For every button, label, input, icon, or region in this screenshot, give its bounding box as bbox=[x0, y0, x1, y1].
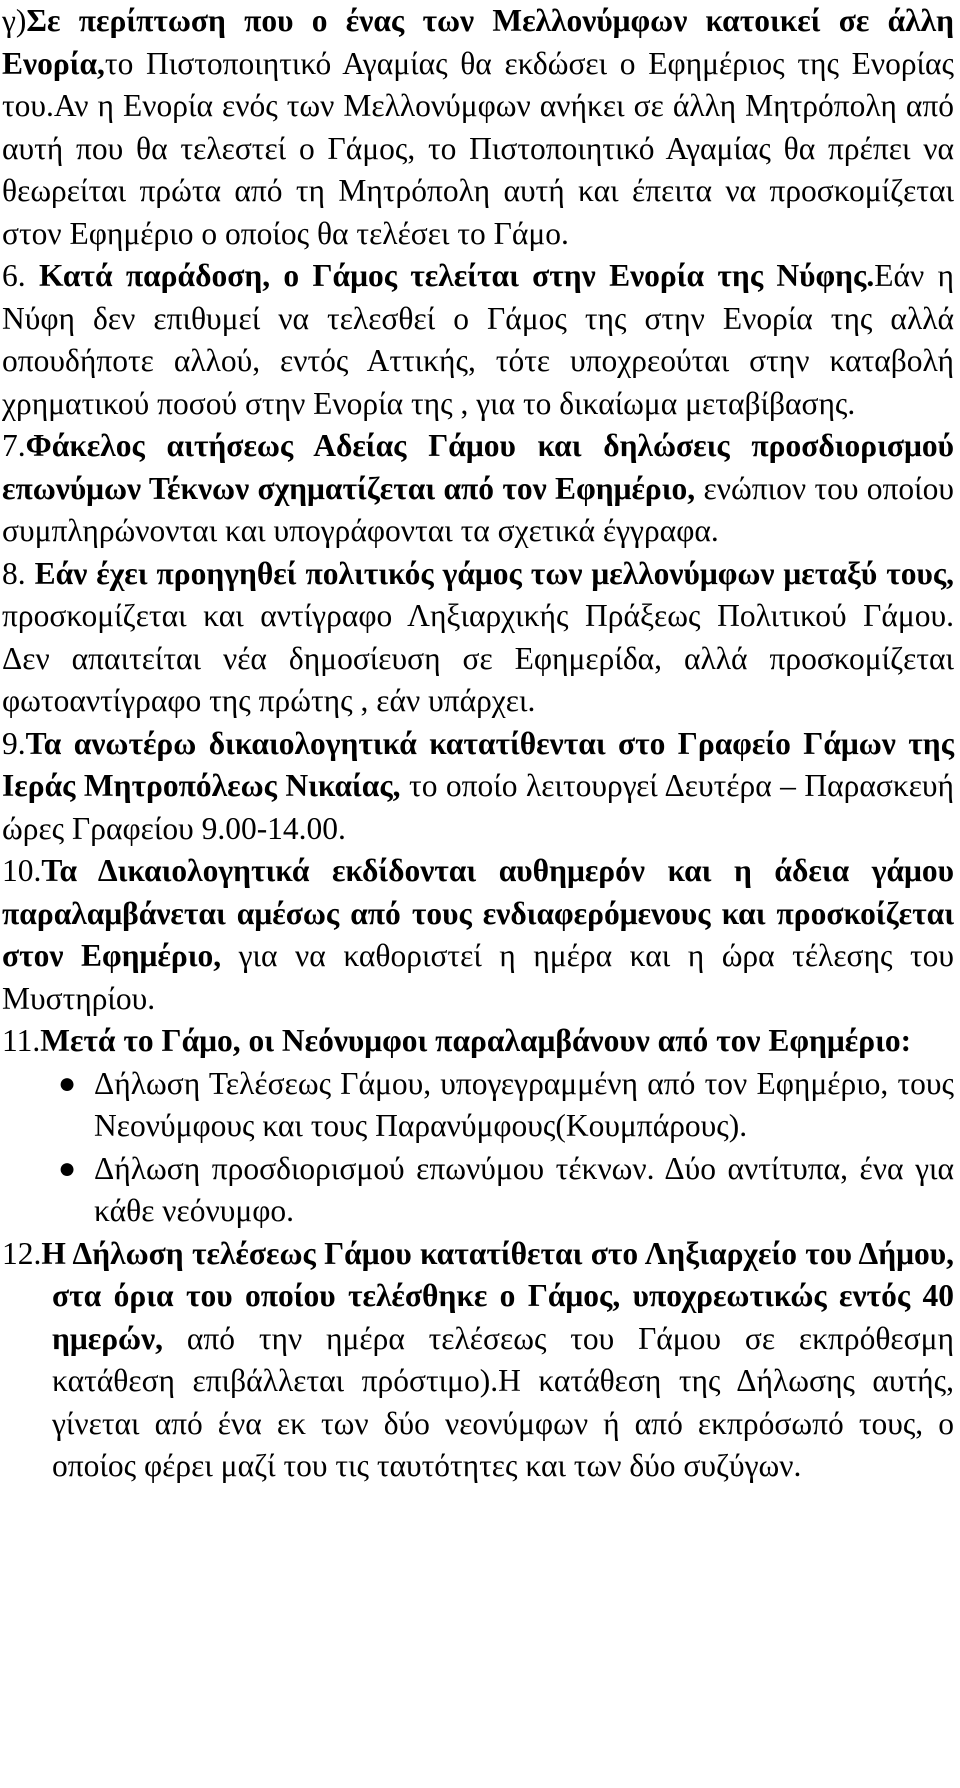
paragraph-8-heading: Εάν έχει προηγηθεί πολιτικός γάμος των μελλονύμφων μεταξύ τους, bbox=[34, 555, 955, 591]
bullet-list bbox=[2, 1063, 954, 1233]
paragraph-6-text: Εάν η Νύφη δεν επιθυμεί να τελεσθεί ο Γάμος της στην Ενορία της αλλά οπουδήποτε αλλού, εντός Αττικής, τότε υποχρεούται στην καταβολή χρηματικού ποσού στην Ενορία της , για το δικαίωμα μεταβίβασης. bbox=[2, 258, 955, 421]
paragraph-9 bbox=[2, 723, 954, 851]
list-item-text: Δήλωση Τελέσεως Γάμου, υπογεγραμμένη από τον Εφημέριο, τους Νεονύμφους και τους Παρανύμφους(Κουμπάρους). bbox=[94, 1065, 954, 1143]
paragraph-9-text: το οποίο λειτουργεί Δευτέρα – Παρασκευή ώρες Γραφείου 9.00-14.00. bbox=[2, 768, 954, 846]
paragraph-12-number: 12. bbox=[2, 1235, 42, 1271]
paragraph-10 bbox=[2, 850, 954, 1020]
paragraph-12-text: από την ημέρα τελέσεως του Γάμου σε εκπρόθεσμη κατάθεση επιβάλλεται πρόστιμο).Η κατάθεση της Δήλωσης αυτής, γίνεται από ένα εκ των δύο νεονύμφων ή από εκπρόσωπό τους, ο οποίος φέρει μαζί του τις ταυτότητες και των δύο συζύγων. bbox=[52, 1320, 954, 1483]
paragraph-12 bbox=[2, 1233, 954, 1488]
paragraph-11-heading: Μετά το Γάμο, οι Νεόνυμφοι παραλαμβάνουν από τον Εφημέριο: bbox=[40, 1023, 912, 1058]
paragraph-8-text: προσκομίζεται και αντίγραφο Ληξιαρχικής Πράξεως Πολιτικού Γάμου. Δεν απαιτείται νέα δημοσίευση σε Εφημερίδα, αλλά προσκομίζεται φωτοαντίγραφο της πρώτης , εάν υπάρχει. bbox=[2, 598, 954, 718]
paragraph-6 bbox=[2, 255, 954, 425]
paragraph-7-heading: Φάκελος αιτήσεως Αδείας Γάμου και δηλώσεις προσδιορισμού επωνύμων Τέκνων σχηματίζεται από τον Εφημέριο, bbox=[2, 428, 954, 506]
paragraph-12-heading: Η Δήλωση τελέσεως Γάμου κατατίθεται στο Ληξιαρχείο του Δήμου, στα όρια του οποίου τελέσθηκε ο Γάμος, υποχρεωτικώς εντός 40 ημερών, bbox=[41, 1235, 954, 1356]
bullet-icon: ● bbox=[58, 1151, 77, 1185]
paragraph-7-number: 7. bbox=[2, 428, 26, 463]
paragraph-8 bbox=[2, 553, 954, 723]
paragraph-g-text: το Πιστοποιητικό Αγαμίας θα εκδώσει ο Εφημέριος της Ενορίας του.Αν η Ενορία ενός των Μελλονύμφων ανήκει σε άλλη Μητρόπολη από αυτή που θα τελεστεί ο Γάμος, το Πιστοποιητικό Αγαμίας θα πρέπει να θεωρείται πρώτα από τη Μητρόπολη αυτή και έπειτα να προσκομίζεται στον Εφημέριο ο οποίος θα τελέσει το Γάμο. bbox=[2, 45, 954, 251]
paragraph-g-heading: Σε περίπτωση που ο ένας των Μελλονύμφων κατοικεί σε άλλη Ενορία, bbox=[2, 3, 954, 81]
paragraph-9-number: 9. bbox=[2, 725, 26, 761]
paragraph-7-text: ενώπιον του οποίου συμπληρώνονται και υπογράφονται τα σχετικά έγγραφα. bbox=[2, 470, 955, 548]
list-item-text: Δήλωση προσδιορισμού επωνύμου τέκνων. Δύο αντίτυπα, ένα για κάθε νεόνυμφο. bbox=[94, 1150, 954, 1228]
list-item bbox=[2, 1148, 954, 1233]
paragraph-10-number: 10. bbox=[2, 853, 42, 888]
bullet-icon: ● bbox=[58, 1066, 77, 1100]
paragraph-g-prefix: γ) bbox=[2, 3, 27, 38]
paragraph-11 bbox=[2, 1020, 954, 1063]
list-item bbox=[2, 1063, 954, 1148]
paragraph-g bbox=[2, 0, 954, 255]
paragraph-11-number: 11. bbox=[2, 1023, 41, 1058]
paragraph-7 bbox=[2, 425, 954, 553]
paragraph-10-heading: Τα Δικαιολογητικά εκδίδονται αυθημερόν και η άδεια γάμου παραλαμβάνεται αμέσως από τους ενδιαφερόμενους και προσκοίζεται στον Εφημέριο, bbox=[2, 853, 954, 973]
paragraph-8-number: 8. bbox=[2, 555, 26, 591]
paragraph-6-number: 6. bbox=[2, 258, 26, 293]
paragraph-6-heading: Κατά παράδοση, ο Γάμος τελείται στην Ενορία της Νύφης. bbox=[38, 258, 875, 293]
paragraph-10-text: για να καθοριστεί η ημέρα και η ώρα τέλεσης του Μυστηρίου. bbox=[2, 938, 954, 1016]
paragraph-9-heading: Τα ανωτέρω δικαιολογητικά κατατίθενται στο Γραφείο Γάμων της Ιεράς Μητροπόλεως Νικαίας, bbox=[2, 725, 954, 803]
